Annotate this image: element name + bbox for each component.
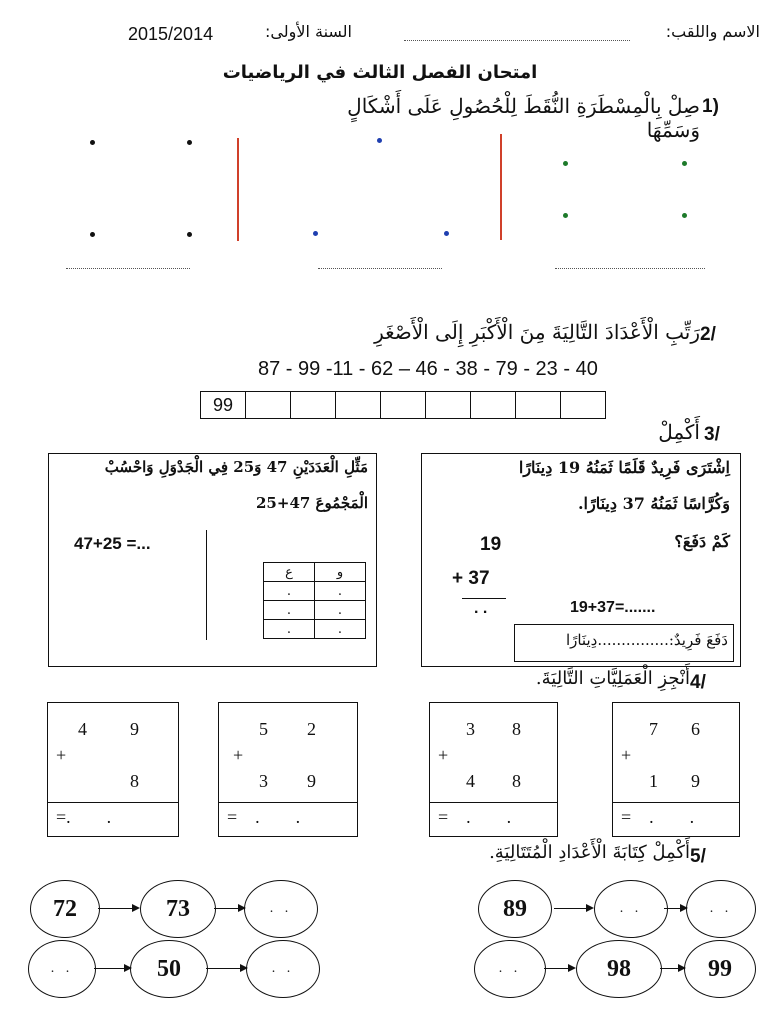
addend-units: 2 xyxy=(307,719,316,739)
sequence-blank[interactable]: . . xyxy=(686,880,756,938)
numbers-line: 87 - 99 -11 - 62 – 46 - 38 - 79 - 23 - 40 xyxy=(258,358,598,380)
rank-cell[interactable] xyxy=(381,392,426,419)
result-field[interactable]: = . . xyxy=(227,807,301,827)
sum-expression[interactable]: 19+37=....... xyxy=(570,599,656,616)
table-cell[interactable]: . xyxy=(315,582,366,601)
problem-line-2: وَكُرَّاسًا ثَمَنُهُ 37 دِينَارًا. xyxy=(577,494,730,513)
q1-text: صِلْ بِالْمِسْطَرَةِ النُّقَطَ لِلْحُصُولِ عَلَى أَشْكَالٍ وَسَمِّهَا xyxy=(347,94,700,142)
addend-tens: 3 xyxy=(259,771,268,791)
addend-tens: 1 xyxy=(649,771,658,791)
result-field[interactable]: = . . xyxy=(438,807,512,827)
addend-units: 9 xyxy=(307,771,316,791)
rank-cell[interactable] xyxy=(516,392,561,419)
rank-cell[interactable] xyxy=(336,392,381,419)
addend-units: 9 xyxy=(130,719,139,739)
rank-cell[interactable] xyxy=(291,392,336,419)
arrow-right-icon xyxy=(94,968,130,969)
q3-text: أَكْمِلْ xyxy=(658,420,700,444)
plus-sign: + xyxy=(621,745,632,765)
q1-dot[interactable] xyxy=(313,231,318,236)
name-label: الاسم واللقب: xyxy=(665,22,760,41)
table-cell[interactable]: . xyxy=(315,620,366,639)
sequence-bubble: 72 xyxy=(30,880,100,938)
table-cell[interactable]: . xyxy=(264,620,315,639)
result-field[interactable]: =. . xyxy=(56,807,112,827)
table-problem-line-1: مَثِّلِ الْعَدَدَيْنِ 47 وَ25 فِي الْجَدْوَلِ وَاحْسُبْ xyxy=(104,458,368,476)
year-label: 2015/2014 xyxy=(128,24,214,44)
problem-question: كَمْ دَفَعَ؟ xyxy=(674,532,730,551)
addend-tens: 5 xyxy=(259,719,268,739)
result-separator xyxy=(48,802,178,803)
result-separator xyxy=(430,802,557,803)
q4-number: 4/ xyxy=(690,672,706,693)
divider-line xyxy=(237,138,239,241)
header-tens: ع xyxy=(264,563,315,582)
shape-name-line[interactable] xyxy=(555,268,705,269)
q4-text: أَنْجِزِ الْعَمَلِيَّاتِ التَّالِيَةَ. xyxy=(535,668,690,689)
table-problem-line-2: الْمَجْمُوعَ 47+25 xyxy=(255,494,368,512)
sequence-bubble: 73 xyxy=(140,880,216,938)
name-field-line[interactable] xyxy=(404,40,630,41)
result-separator xyxy=(613,802,739,803)
rank-cell[interactable] xyxy=(471,392,516,419)
q1-dot[interactable] xyxy=(90,140,95,145)
addend-tens: 7 xyxy=(649,719,658,739)
sequence-bubble: 89 xyxy=(478,880,552,938)
arrow-right-icon xyxy=(660,968,684,969)
arrow-right-icon xyxy=(206,968,246,969)
arrow-right-icon xyxy=(554,908,592,909)
problem-line-1: اِشْتَرَى فَرِيدٌ قَلَمًا ثَمَنُهُ 19 دِينَارًا xyxy=(518,458,730,477)
q1-dot[interactable] xyxy=(90,232,95,237)
sum-dots[interactable]: . . xyxy=(474,600,488,617)
shape-name-line[interactable] xyxy=(66,268,190,269)
sequence-bubble: 99 xyxy=(684,940,756,998)
q1-dot[interactable] xyxy=(187,140,192,145)
level-label: السنة الأولى: xyxy=(265,22,352,41)
addend-bottom: + 37 xyxy=(452,568,490,589)
addend-tens: 4 xyxy=(78,719,87,739)
q1-dot[interactable] xyxy=(187,232,192,237)
q1-dot[interactable] xyxy=(682,161,687,166)
sequence-bubble: 98 xyxy=(576,940,662,998)
addition-box xyxy=(47,702,179,837)
addend-units: 9 xyxy=(691,771,700,791)
addend-units: 8 xyxy=(130,771,139,791)
addition-box xyxy=(612,702,740,837)
result-separator xyxy=(219,802,357,803)
ranking-table xyxy=(200,391,606,419)
plus-sign: + xyxy=(438,745,449,765)
addition-box xyxy=(429,702,558,837)
q1-dot[interactable] xyxy=(682,213,687,218)
plus-sign: + xyxy=(56,745,67,765)
rank-cell[interactable]: 99 xyxy=(201,392,246,419)
arrow-right-icon xyxy=(98,908,138,909)
arrow-right-icon xyxy=(214,908,244,909)
q1-dot[interactable] xyxy=(563,161,568,166)
answer-text: دَفَعَ فَرِيدٌ:...............دِينَارًا xyxy=(565,631,728,649)
shape-name-line[interactable] xyxy=(318,268,442,269)
q1-dot[interactable] xyxy=(444,231,449,236)
table-cell[interactable]: . xyxy=(315,601,366,620)
rank-cell[interactable] xyxy=(561,392,606,419)
addend-tens: 3 xyxy=(466,719,475,739)
q2-text: رَتِّبِ الْأَعْدَادَ التَّالِيَةَ مِنَ الْأَكْبَرِ إِلَى الْأَصْغَرِ xyxy=(374,320,700,344)
q1-dot[interactable] xyxy=(563,213,568,218)
q3-number: 3/ xyxy=(704,424,720,445)
sequence-blank[interactable]: . . xyxy=(246,940,320,998)
arrow-right-icon xyxy=(664,908,686,909)
rank-cell[interactable] xyxy=(246,392,291,419)
sequence-blank[interactable]: . . xyxy=(594,880,668,938)
plus-sign: + xyxy=(233,745,244,765)
page-title: امتحان الفصل الثالث في الرياضيات xyxy=(222,62,538,83)
addend-units: 8 xyxy=(512,771,521,791)
addend-units: 8 xyxy=(512,719,521,739)
rank-cell[interactable] xyxy=(426,392,471,419)
sum-line xyxy=(462,598,506,599)
result-field[interactable]: = . . xyxy=(621,807,695,827)
q1-number: 1) xyxy=(702,96,719,117)
sequence-bubble: 50 xyxy=(130,940,208,998)
q5-number: 5/ xyxy=(690,846,706,867)
q2-number: 2/ xyxy=(700,324,716,345)
addend-units: 6 xyxy=(691,719,700,739)
addend-tens: 4 xyxy=(466,771,475,791)
arrow-right-icon xyxy=(544,968,574,969)
q1-dot[interactable] xyxy=(377,138,382,143)
vertical-divider xyxy=(206,530,207,640)
tens-units-table xyxy=(263,562,366,639)
divider-line xyxy=(500,134,502,240)
table-cell[interactable]: . xyxy=(264,582,315,601)
header-units: و xyxy=(315,563,366,582)
addition-box xyxy=(218,702,358,837)
sequence-blank[interactable]: . . xyxy=(474,940,546,998)
sequence-blank[interactable]: . . xyxy=(244,880,318,938)
table-cell[interactable]: . xyxy=(264,601,315,620)
table-sum-expression[interactable]: 47+25 =... xyxy=(74,534,151,553)
q5-text: أَكْمِلْ كِتَابَةَ الْأَعْدَادِ الْمُتَتَالِيَةِ. xyxy=(489,842,690,863)
addend-top: 19 xyxy=(480,534,502,555)
sequence-blank[interactable]: . . xyxy=(28,940,96,998)
